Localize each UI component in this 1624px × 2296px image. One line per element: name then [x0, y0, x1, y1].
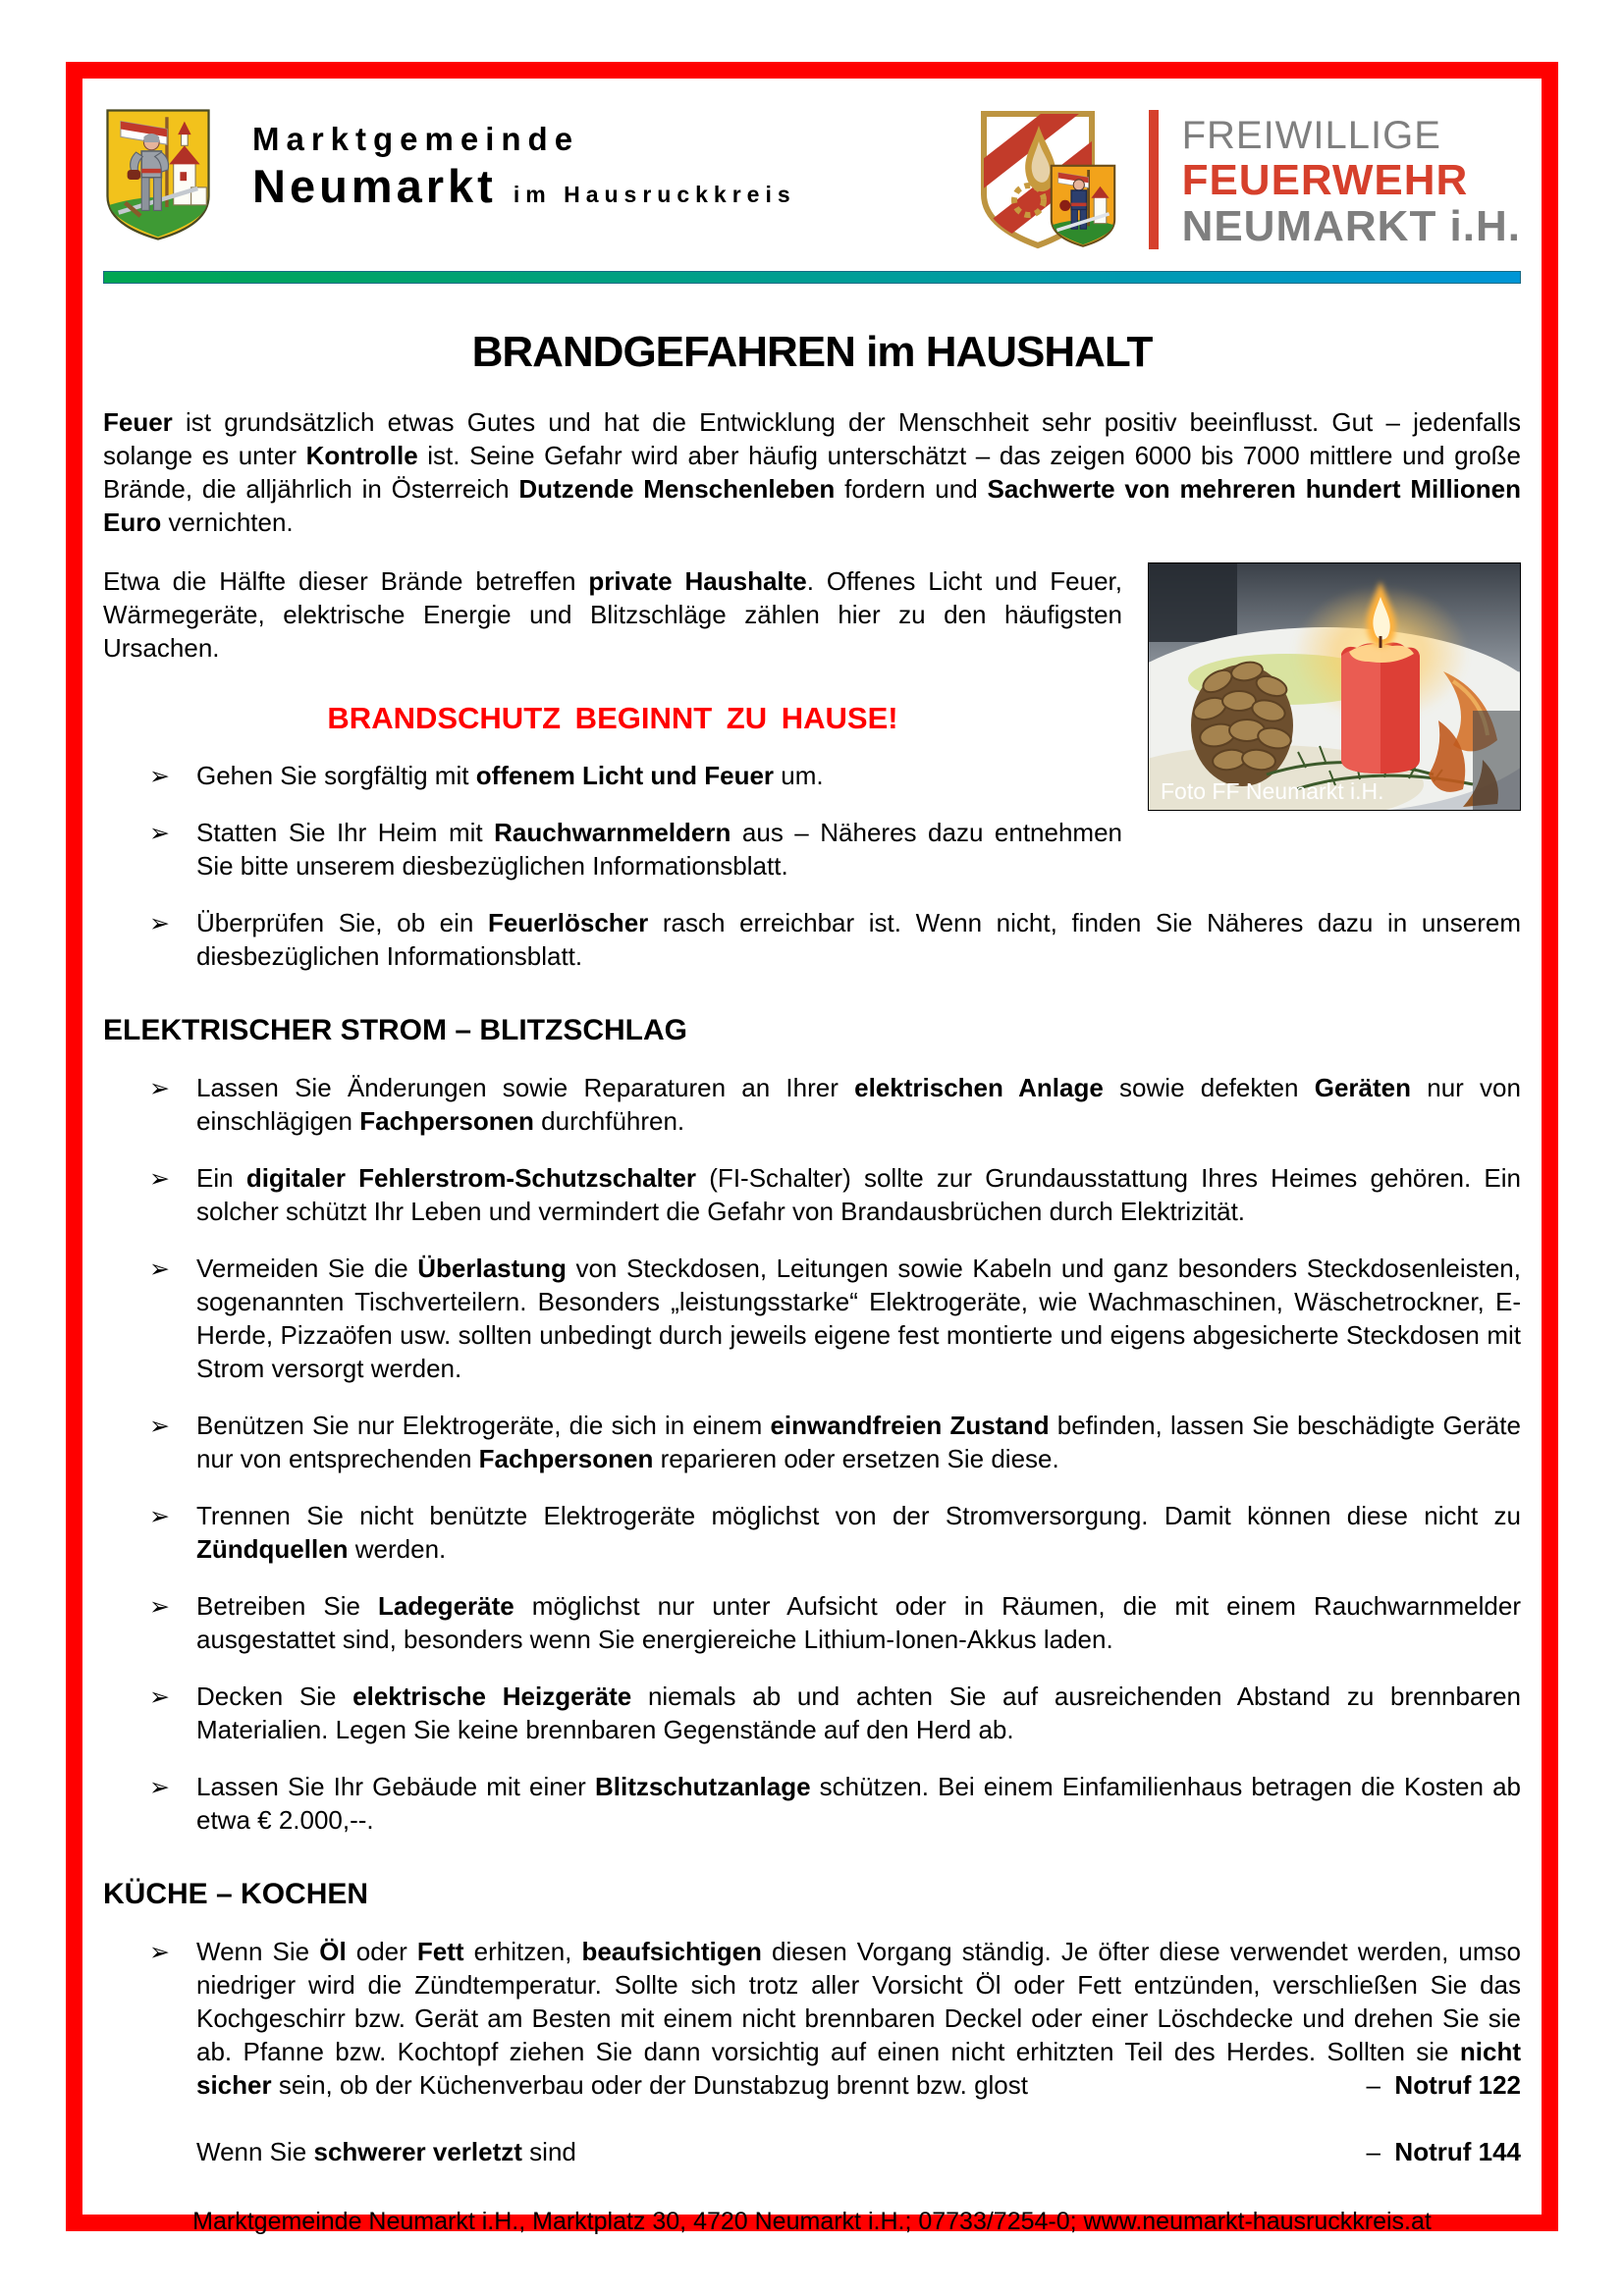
- list-item: [103, 1589, 1521, 1656]
- intro-paragraph-1: Feuer ist grundsätzlich etwas Gutes und hat die Entwicklung der Menschheit sehr positiv beeinflusst. Gut – jedenfalls solange es unter Kontrolle ist. Seine Gefahr wird aber häufig unterschätzt – das zeigen 6000 bis 7000 mittlere und große Brände, die alljährlich in Österreich Dutzende Menschenleben fordern und Sachwerte von mehreren hundert Millionen Euro vernichten.: [103, 407, 1522, 537]
- intro-with-photo: [103, 564, 1521, 973]
- bullet-text: Decken Sie elektrische Heizgeräte niemals ab und achten Sie auf ausreichenden Abstand zu brennbaren Materialien. Legen Sie keine brennbaren Gegenstände auf den Herd ab.: [196, 1682, 1521, 1744]
- section-heading-kitchen: KÜCHE – KOCHEN: [103, 1878, 369, 1910]
- list-item: [103, 906, 1521, 973]
- footer-address: Marktgemeinde Neumarkt i.H., Marktplatz 30, 4720 Neumarkt i.H.; 07733/7254-0; www.neumarkt-hausruckkreis.at: [192, 2208, 1432, 2235]
- fire-brigade-line3: NEUMARKT i.H.: [1181, 202, 1521, 250]
- municipality-suffix: im Hausruckkreis: [513, 182, 796, 207]
- header: [103, 106, 1521, 251]
- bullet-arrow-icon: ➢: [149, 909, 170, 937]
- page-content: [82, 106, 1542, 2242]
- fire-brigade-line2: FEUERWEHR: [1181, 156, 1469, 204]
- list-item: [103, 1770, 1521, 1837]
- list-item: [103, 1252, 1521, 1385]
- bullet-arrow-icon: ➢: [149, 1682, 170, 1711]
- bullet-text: Trennen Sie nicht benützte Elektrogeräte möglichst von der Stromversorgung. Damit können diese nicht zu Zündquellen werden.: [196, 1501, 1521, 1564]
- gradient-rule: [103, 271, 1521, 284]
- municipality-line2: Neumarkt im Hausruckkreis: [252, 160, 796, 212]
- list-item: [103, 1409, 1521, 1475]
- bullet-text: Ein digitaler Fehlerstrom-Schutzschalter (FI-Schalter) sollte zur Grundausstattung Ihres Heimes gehören. Ein solcher schützt Ihr Leben und vermindert die Gefahr von Brandausbrüchen durch Elektrizität.: [196, 1163, 1521, 1226]
- red-border-frame: [66, 62, 1558, 2235]
- list-item: [103, 1071, 1521, 1138]
- bullet-text: Lassen Sie Ihr Gebäude mit einer Blitzschutzanlage schützen. Bei einem Einfamilienhaus betragen die Kosten ab etwa € 2.000,--.: [196, 1772, 1521, 1835]
- fire-brigade-divider-bar: [1149, 110, 1159, 249]
- bullet-text: Gehen Sie sorgfältig mit offenem Licht und Feuer um.: [196, 761, 824, 790]
- fire-brigade-emblem-icon: [978, 108, 1135, 265]
- bullet-text: Betreiben Sie Ladegeräte möglichst nur unter Aufsicht oder in Räumen, die mit einem Rauchwarnmelder ausgestattet sind, besonders wenn Sie energiereiche Lithium-Ionen-Akkus laden.: [196, 1591, 1521, 1654]
- emergency-number-122: – Notruf 122: [1366, 2070, 1521, 2100]
- general-bullet-list: [103, 759, 1521, 973]
- emergency-number-144: – Notruf 144: [1366, 2137, 1521, 2166]
- bullet-arrow-icon: ➢: [149, 1938, 170, 1966]
- bullet-arrow-icon: ➢: [149, 1255, 170, 1283]
- candle: [1341, 642, 1420, 774]
- bullet-arrow-icon: ➢: [149, 1164, 170, 1193]
- list-item: [103, 816, 1521, 882]
- list-item: [103, 1935, 1521, 2102]
- municipality-block: [103, 106, 796, 251]
- list-item: [103, 759, 1521, 792]
- kitchen-bullet-list: [103, 1935, 1521, 2102]
- fire-brigade-name: [1182, 114, 1521, 249]
- injury-emergency-line: [103, 2135, 1521, 2168]
- bullet-text: Überprüfen Sie, ob ein Feuerlöscher rasch erreichbar ist. Wenn nicht, finden Sie Näheres dazu in unserem diesbezüglichen Informationsblatt.: [196, 908, 1522, 971]
- bullet-text: Benützen Sie nur Elektrogeräte, die sich in einem einwandfreien Zustand befinden, lassen Sie beschädigte Geräte nur von entsprechenden Fachpersonen reparieren oder ersetzen Sie diese.: [196, 1411, 1521, 1473]
- bullet-text: Vermeiden Sie die Überlastung von Steckdosen, Leitungen sowie Kabeln und ganz besonders Steckdosenleisten, sogenannten Tischverteilern. Besonders „leistungsstarke“ Elektrogeräte, wie Wachmaschinen, Wäschetrockner, E-Herde, Pizzaöfen usw. sollten unbedingt durch jeweils eigene fest montierte und eigens abgesicherte Steckdosen mit Strom versorgt werden.: [196, 1254, 1521, 1383]
- bullet-arrow-icon: ➢: [149, 762, 170, 790]
- municipality-line1: Marktgemeinde: [252, 121, 580, 157]
- injury-text: Wenn Sie schwerer verletzt sind: [196, 2137, 576, 2166]
- bullet-arrow-icon: ➢: [149, 1502, 170, 1530]
- bullet-arrow-icon: ➢: [149, 819, 170, 847]
- intro-paragraph-2: Etwa die Hälfte dieser Brände betreffen private Haushalte. Offenes Licht und Feuer, Wärmegeräte, elektrische Energie und Blitzschläge zählen hier zu den häufigsten Ursachen.: [103, 566, 1123, 663]
- page-title: BRANDGEFAHREN im HAUSHALT: [471, 328, 1153, 376]
- body-copy: [103, 405, 1521, 2168]
- fire-brigade-line1: FREIWILLIGE: [1181, 114, 1441, 157]
- bullet-text: Lassen Sie Änderungen sowie Reparaturen an Ihrer elektrischen Anlage sowie defekten Geräten nur von einschlägigen Fachpersonen durchführen.: [196, 1073, 1521, 1136]
- bullet-arrow-icon: ➢: [149, 1592, 170, 1621]
- electricity-bullet-list: [103, 1071, 1521, 1837]
- section-heading-electricity: ELEKTRISCHER STROM – BLITZSCHLAG: [103, 1014, 688, 1046]
- bullet-text: Statten Sie Ihr Heim mit Rauchwarnmeldern aus – Näheres dazu entnehmen Sie bitte unserem diesbezüglichen Informationsblatt.: [196, 818, 1122, 881]
- bullet-arrow-icon: ➢: [149, 1074, 170, 1102]
- fire-brigade-block: [978, 108, 1521, 265]
- slogan-heading: BRANDSCHUTZ BEGINNT ZU HAUSE!: [327, 701, 898, 735]
- bullet-arrow-icon: ➢: [149, 1412, 170, 1440]
- bullet-text: Wenn Sie Öl oder Fett erhitzen, beaufsichtigen diesen Vorgang ständig. Je öfter diese verwendet werden, umso niedriger wird die Zündtemperatur. Sollte sich trotz aller Vorsicht Öl oder Fett entzünden, verschließen Sie das Kochgeschirr bzw. Gerät am Besten mit einem nicht brennbaren Deckel oder einer Löschdecke und drehen Sie sie ab. Pfanne bzw. Kochtopf ziehen Sie dann vorsichtig auf einen nicht erhitzten Teil des Herdes. Sollten sie nicht sicher sein, ob der Küchenverbau oder der Dunstabzug brennt bzw. glost: [196, 1937, 1521, 2100]
- list-item: [103, 1161, 1521, 1228]
- list-item: [103, 1499, 1521, 1566]
- bullet-arrow-icon: ➢: [149, 1773, 170, 1801]
- photo-caption: Foto FF Neumarkt i.H.: [1161, 778, 1384, 804]
- municipality-name: [252, 120, 796, 222]
- municipality-coat-of-arms-icon: [103, 106, 213, 251]
- list-item: [103, 1680, 1521, 1746]
